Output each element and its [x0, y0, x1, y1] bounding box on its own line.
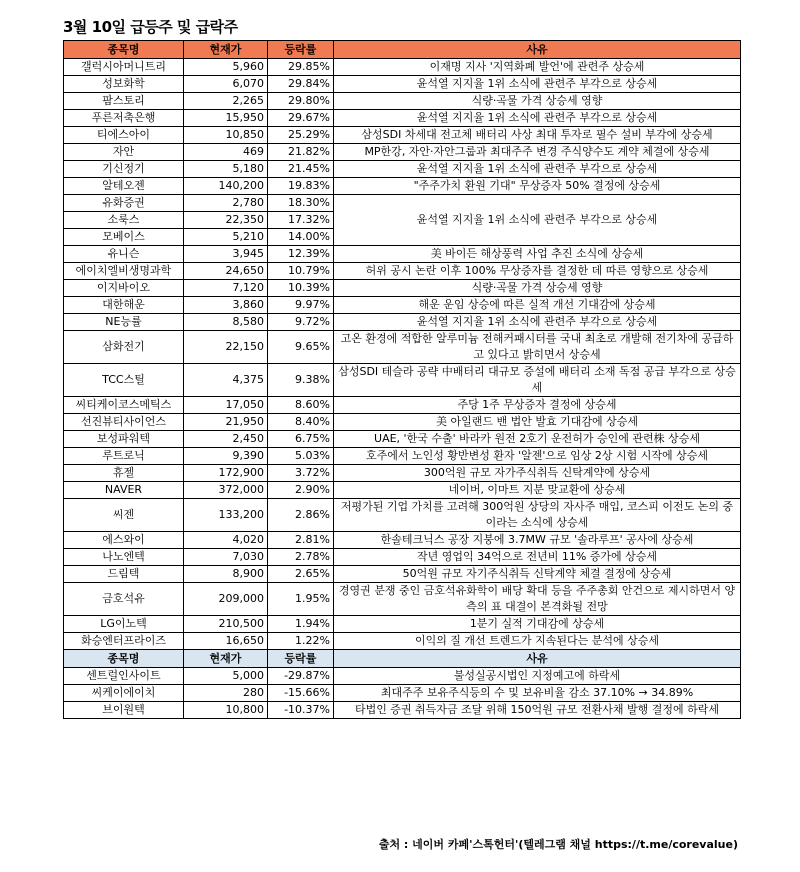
stock-rate: 1.95% [268, 583, 334, 616]
stock-reason: MP한강, 자안·자안그룹과 최대주주 변경 주식양수도 계약 체결에 상승세 [334, 144, 741, 161]
stock-price: 2,265 [184, 93, 268, 110]
stock-name: 루트로닉 [64, 448, 184, 465]
stock-table [63, 40, 741, 719]
stock-price: 5,000 [184, 668, 268, 685]
stock-rate: 6.75% [268, 431, 334, 448]
stock-reason: 호주에서 노인성 황반변성 환자 '알젠'으로 임상 2상 시험 시작에 상승세 [334, 448, 741, 465]
stock-rate: 3.72% [268, 465, 334, 482]
stock-name: 유화증권 [64, 195, 184, 212]
table-row [64, 448, 741, 465]
stock-price: 16,650 [184, 633, 268, 650]
table-row [64, 566, 741, 583]
table-row [64, 331, 741, 364]
stock-reason: 윤석열 지지율 1위 소식에 관련주 부각으로 상승세 [334, 195, 741, 246]
stock-name: 보성파워텍 [64, 431, 184, 448]
stock-name: 금호석유 [64, 583, 184, 616]
stock-rate: 19.83% [268, 178, 334, 195]
stock-reason: 작년 영업익 34억으로 전년비 11% 증가에 상승세 [334, 549, 741, 566]
stock-price: 4,020 [184, 532, 268, 549]
stock-reason: 삼성SDI 테슬라 공략 中배터리 대규모 증설에 배터리 소재 독점 공급 부각으로 상승세 [334, 364, 741, 397]
stock-reason: UAE, '한국 수출' 바라카 원전 2호기 운전허가 승인에 관련株 상승세 [334, 431, 741, 448]
stock-name: 이지바이오 [64, 280, 184, 297]
stock-name: TCC스틸 [64, 364, 184, 397]
stock-price: 2,450 [184, 431, 268, 448]
stock-name: 티에스아이 [64, 127, 184, 144]
stock-rate: 9.72% [268, 314, 334, 331]
source-note: 출처 : 네이버 카페'스톡헌터'(텔레그램 채널 https://t.me/corevalue) [378, 838, 738, 851]
stock-name: 대한해운 [64, 297, 184, 314]
stock-price: 469 [184, 144, 268, 161]
stock-price: 10,850 [184, 127, 268, 144]
stock-name: 기신정기 [64, 161, 184, 178]
stock-rate: 2.65% [268, 566, 334, 583]
stock-rate: 18.30% [268, 195, 334, 212]
table-row [64, 263, 741, 280]
stock-reason: 삼성SDI 차세대 전고체 배터리 사상 최대 투자로 필수 설비 부각에 상승세 [334, 127, 741, 144]
stock-rate: 5.03% [268, 448, 334, 465]
stock-name: 푸른저축은행 [64, 110, 184, 127]
stock-reason: 한솔테크닉스 공장 지붕에 3.7MW 규모 '솔라루프' 공사에 상승세 [334, 532, 741, 549]
header-price: 현재가 [184, 650, 268, 668]
stock-name: 에스와이 [64, 532, 184, 549]
table-row [64, 144, 741, 161]
stock-reason: 이익의 질 개선 트렌드가 지속된다는 분석에 상승세 [334, 633, 741, 650]
stock-price: 7,030 [184, 549, 268, 566]
table-row [64, 583, 741, 616]
stock-rate: -10.37% [268, 702, 334, 719]
stock-price: 280 [184, 685, 268, 702]
stock-reason: "주주가치 환원 기대" 무상증자 50% 결정에 상승세 [334, 178, 741, 195]
stock-price: 372,000 [184, 482, 268, 499]
header-reason: 사유 [334, 41, 741, 59]
stock-price: 5,210 [184, 229, 268, 246]
table-row [64, 685, 741, 702]
table-row [64, 76, 741, 93]
stock-name: 센트럴인사이트 [64, 668, 184, 685]
stock-name: 자안 [64, 144, 184, 161]
stock-rate: 10.79% [268, 263, 334, 280]
stock-reason: 300억원 규모 자가주식취득 신탁계약에 상승세 [334, 465, 741, 482]
stock-rate: 1.22% [268, 633, 334, 650]
stock-reason: 美 아일랜드 밴 법안 발효 기대감에 상승세 [334, 414, 741, 431]
stock-rate: 2.90% [268, 482, 334, 499]
stock-price: 7,120 [184, 280, 268, 297]
stock-rate: 8.60% [268, 397, 334, 414]
stock-name: 브이원텍 [64, 702, 184, 719]
stock-name: 갤럭시아머니트리 [64, 59, 184, 76]
table-row [64, 127, 741, 144]
table-row [64, 59, 741, 76]
stock-name: 씨티케이코스메틱스 [64, 397, 184, 414]
table-row [64, 414, 741, 431]
stock-reason: 불성실공시법인 지정예고에 하락세 [334, 668, 741, 685]
stock-name: NE능률 [64, 314, 184, 331]
stock-reason: 식량·곡물 가격 상승세 영향 [334, 93, 741, 110]
stock-rate: 10.39% [268, 280, 334, 297]
stock-price: 3,945 [184, 246, 268, 263]
stock-price: 15,950 [184, 110, 268, 127]
stock-price: 8,580 [184, 314, 268, 331]
stock-name: 삼화전기 [64, 331, 184, 364]
stock-name: 팜스토리 [64, 93, 184, 110]
stock-reason: 저평가된 기업 가치를 고려해 300억원 상당의 자사주 매입, 코스피 이전도 논의 중이라는 소식에 상승세 [334, 499, 741, 532]
header-rate: 등락률 [268, 41, 334, 59]
stock-rate: -29.87% [268, 668, 334, 685]
stock-price: 24,650 [184, 263, 268, 280]
stock-rate: 2.81% [268, 532, 334, 549]
table-row [64, 431, 741, 448]
stock-name: 모베이스 [64, 229, 184, 246]
stock-rate: 12.39% [268, 246, 334, 263]
stock-rate: 29.67% [268, 110, 334, 127]
stock-reason: 윤석열 지지율 1위 소식에 관련주 부각으로 상승세 [334, 110, 741, 127]
stock-reason: 식량·곡물 가격 상승세 영향 [334, 280, 741, 297]
stock-reason: 고온 환경에 적합한 알루미늄 전해커패시터를 국내 최초로 개발해 전기차에 공급하고 있다고 밝히면서 상승세 [334, 331, 741, 364]
stock-price: 140,200 [184, 178, 268, 195]
header-name: 종목명 [64, 41, 184, 59]
table-row [64, 482, 741, 499]
stock-name: 성보화학 [64, 76, 184, 93]
header-name: 종목명 [64, 650, 184, 668]
stock-rate: 29.84% [268, 76, 334, 93]
stock-name: 알테오젠 [64, 178, 184, 195]
stock-rate: 2.86% [268, 499, 334, 532]
stock-rate: 14.00% [268, 229, 334, 246]
stock-rate: 29.80% [268, 93, 334, 110]
stock-reason: 해운 운임 상승에 따른 실적 개선 기대감에 상승세 [334, 297, 741, 314]
stock-reason: 타법인 증권 취득자금 조달 위해 150억원 규모 전환사채 발행 결정에 하락세 [334, 702, 741, 719]
stock-rate: 8.40% [268, 414, 334, 431]
stock-name: 에이치엘비생명과학 [64, 263, 184, 280]
stock-rate: -15.66% [268, 685, 334, 702]
stock-rate: 21.82% [268, 144, 334, 161]
stock-price: 6,070 [184, 76, 268, 93]
table-row [64, 397, 741, 414]
stock-name: 씨케이에이치 [64, 685, 184, 702]
fallers-body [64, 650, 741, 719]
stock-rate: 1.94% [268, 616, 334, 633]
table-row [64, 297, 741, 314]
stock-price: 210,500 [184, 616, 268, 633]
stock-reason: 최대주주 보유주식등의 수 및 보유비율 감소 37.10% → 34.89% [334, 685, 741, 702]
stock-name: LG이노텍 [64, 616, 184, 633]
stock-price: 21,950 [184, 414, 268, 431]
stock-reason: 美 바이든 해상풍력 사업 추진 소식에 상승세 [334, 246, 741, 263]
header-price: 현재가 [184, 41, 268, 59]
table-row [64, 178, 741, 195]
stock-price: 5,180 [184, 161, 268, 178]
stock-name: NAVER [64, 482, 184, 499]
table-row [64, 702, 741, 719]
stock-price: 133,200 [184, 499, 268, 532]
stock-reason: 경영권 분쟁 중인 금호석유화학이 배당 확대 등을 주주총회 안건으로 제시하면서 양측의 표 대결이 본격화될 전망 [334, 583, 741, 616]
table-row [64, 549, 741, 566]
stock-price: 9,390 [184, 448, 268, 465]
table-row [64, 465, 741, 482]
header-reason: 사유 [334, 650, 741, 668]
stock-name: 유니슨 [64, 246, 184, 263]
stock-name: 드림텍 [64, 566, 184, 583]
table-row [64, 668, 741, 685]
table-row [64, 195, 741, 212]
table-row [64, 616, 741, 633]
stock-price: 172,900 [184, 465, 268, 482]
stock-price: 22,350 [184, 212, 268, 229]
stock-rate: 17.32% [268, 212, 334, 229]
table-row [64, 499, 741, 532]
stock-rate: 2.78% [268, 549, 334, 566]
stock-reason: 이재명 지사 '지역화폐 발언'에 관련주 상승세 [334, 59, 741, 76]
stock-price: 17,050 [184, 397, 268, 414]
stock-name: 선진뷰티사이언스 [64, 414, 184, 431]
page-title: 3월 10일 급등주 및 급락주 [63, 18, 238, 36]
stock-price: 22,150 [184, 331, 268, 364]
stock-price: 8,900 [184, 566, 268, 583]
table-row [64, 93, 741, 110]
table-row [64, 532, 741, 549]
stock-rate: 25.29% [268, 127, 334, 144]
stock-price: 3,860 [184, 297, 268, 314]
stock-reason: 네이버, 이마트 지분 맞교환에 상승세 [334, 482, 741, 499]
stock-rate: 9.97% [268, 297, 334, 314]
stock-price: 5,960 [184, 59, 268, 76]
stock-price: 209,000 [184, 583, 268, 616]
stock-price: 2,780 [184, 195, 268, 212]
stock-price: 4,375 [184, 364, 268, 397]
table-row [64, 280, 741, 297]
stock-reason: 1분기 실적 기대감에 상승세 [334, 616, 741, 633]
table-row [64, 110, 741, 127]
table-row [64, 314, 741, 331]
stock-name: 나노엔텍 [64, 549, 184, 566]
stock-reason: 주당 1주 무상증자 결정에 상승세 [334, 397, 741, 414]
header-rate: 등락률 [268, 650, 334, 668]
stock-reason: 허위 공시 논란 이후 100% 무상증자를 결정한 데 따른 영향으로 상승세 [334, 263, 741, 280]
stock-name: 씨젠 [64, 499, 184, 532]
risers-header-row [64, 41, 741, 59]
table-row [64, 161, 741, 178]
stock-name: 화승엔터프라이즈 [64, 633, 184, 650]
risers-body [64, 59, 741, 650]
table-row [64, 364, 741, 397]
stock-price: 10,800 [184, 702, 268, 719]
stock-rate: 29.85% [268, 59, 334, 76]
stock-name: 휴젤 [64, 465, 184, 482]
stock-reason: 윤석열 지지율 1위 소식에 관련주 부각으로 상승세 [334, 76, 741, 93]
stock-name: 소룩스 [64, 212, 184, 229]
table-row [64, 633, 741, 650]
fallers-header-row [64, 650, 741, 668]
stock-rate: 9.65% [268, 331, 334, 364]
stock-rate: 9.38% [268, 364, 334, 397]
stock-reason: 50억원 규모 자기주식취득 신탁계약 체결 결정에 상승세 [334, 566, 741, 583]
stock-rate: 21.45% [268, 161, 334, 178]
stock-reason: 윤석열 지지율 1위 소식에 관련주 부각으로 상승세 [334, 314, 741, 331]
stock-reason: 윤석열 지지율 1위 소식에 관련주 부각으로 상승세 [334, 161, 741, 178]
table-row [64, 246, 741, 263]
